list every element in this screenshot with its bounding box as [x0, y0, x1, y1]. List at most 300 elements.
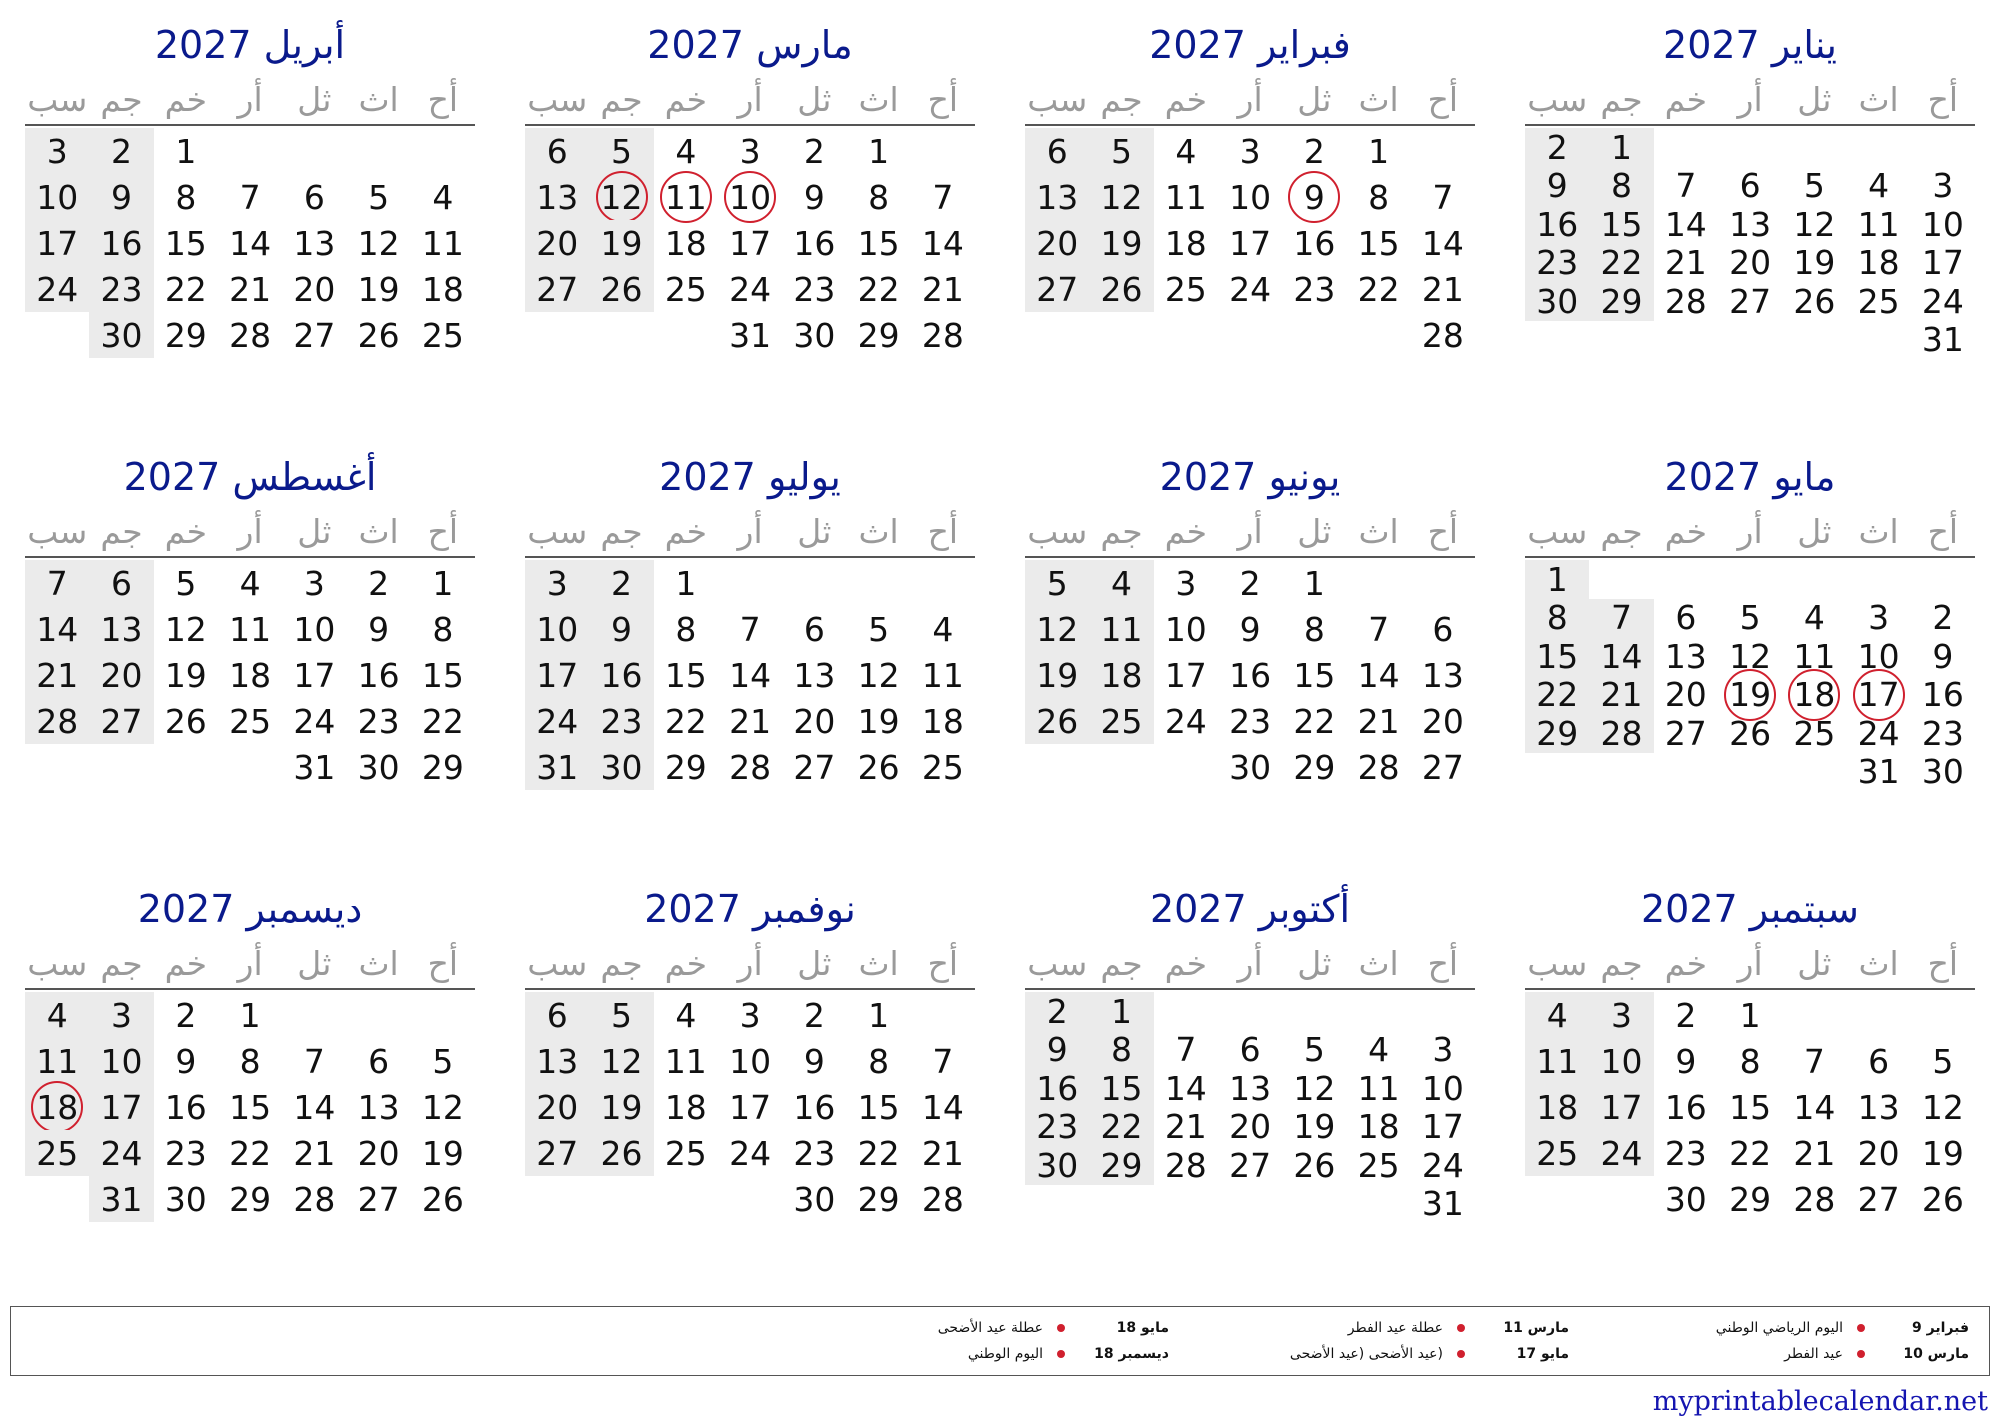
day-number: 5 [1739, 598, 1761, 638]
day-cell [718, 1130, 782, 1176]
day-number: 15 [1729, 1087, 1772, 1127]
empty-day-cell [1718, 128, 1782, 167]
week-row [525, 606, 975, 652]
week-row [25, 1084, 475, 1130]
day-number: 30 [1664, 1179, 1707, 1219]
day-cell [1025, 128, 1089, 174]
day-number: 14 [229, 223, 272, 263]
day-cell [1718, 167, 1782, 206]
day-cell [1025, 1108, 1089, 1147]
empty-day-cell [1846, 321, 1910, 360]
day-number: 14 [1793, 1087, 1836, 1127]
day-number: 28 [36, 701, 79, 741]
week-row [525, 992, 975, 1038]
day-number: 23 [1293, 269, 1336, 309]
day-number: 4 [1546, 995, 1568, 1035]
week-row [1525, 244, 1975, 283]
day-cell [1654, 676, 1718, 715]
day-cell [1411, 220, 1475, 266]
day-number: 11 [421, 223, 464, 263]
day-cell [654, 220, 718, 266]
day-number: 2 [111, 131, 133, 171]
day-number: 23 [1664, 1133, 1707, 1173]
day-number: 17 [36, 223, 79, 263]
day-number: 11 [36, 1041, 79, 1081]
day-cell [1282, 606, 1346, 652]
day-cell [1846, 282, 1910, 321]
day-number: 19 [1293, 1107, 1336, 1147]
week-row [1525, 128, 1975, 167]
day-number: 13 [1421, 655, 1464, 695]
weekday-label: خم [164, 944, 207, 983]
day-number: 12 [1100, 177, 1143, 217]
day-cell [411, 560, 475, 606]
day-cell [218, 560, 282, 606]
day-cell [89, 1084, 153, 1130]
day-cell [1089, 1108, 1153, 1147]
day-cell [154, 220, 218, 266]
day-cell [282, 174, 346, 220]
weekday-label: جم [1600, 512, 1643, 551]
day-number: 11 [229, 609, 272, 649]
day-number: 24 [1229, 269, 1272, 309]
weekday-label: خم [1664, 512, 1707, 551]
day-number: 28 [229, 315, 272, 355]
day-number: 15 [229, 1087, 272, 1127]
day-cell [411, 652, 475, 698]
day-cell [846, 128, 910, 174]
day-number: 21 [1793, 1133, 1836, 1173]
day-number: 16 [1229, 655, 1272, 695]
day-number: 31 [729, 315, 772, 355]
day-number: 22 [1536, 675, 1579, 715]
day-cell [282, 312, 346, 358]
day-number: 28 [1600, 713, 1643, 753]
day-cell [1654, 637, 1718, 676]
bullet-dot-icon [1057, 1324, 1065, 1332]
day-cell [154, 1084, 218, 1130]
week-row [1525, 992, 1975, 1038]
day-number: 20 [1229, 1107, 1272, 1147]
empty-day-cell [1589, 560, 1653, 599]
month-title: ديسمبر 2027 [137, 887, 363, 931]
day-cell [718, 174, 782, 220]
month-title: يناير 2027 [1663, 23, 1837, 67]
day-cell [1411, 652, 1475, 698]
empty-day-cell [1654, 560, 1718, 599]
day-number: 19 [600, 1087, 643, 1127]
day-cell [525, 174, 589, 220]
legend-item [1179, 1341, 1569, 1367]
day-number: 16 [164, 1087, 207, 1127]
day-cell [654, 698, 718, 744]
empty-day-cell [1218, 312, 1282, 358]
day-number: 25 [1100, 701, 1143, 741]
day-cell [911, 266, 975, 312]
day-number: 17 [729, 223, 772, 263]
legend-date: ديسمبر 18 [1094, 1346, 1169, 1362]
bullet-dot-icon [1857, 1324, 1865, 1332]
day-cell [846, 220, 910, 266]
day-number: 30 [793, 1179, 836, 1219]
empty-day-cell [1782, 560, 1846, 599]
day-cell [89, 1130, 153, 1176]
day-number: 15 [1293, 655, 1336, 695]
day-number: 2 [1303, 131, 1325, 171]
day-cell [25, 1038, 89, 1084]
day-number: 18 [421, 269, 464, 309]
empty-day-cell [1089, 1185, 1153, 1224]
day-number: 17 [1857, 675, 1900, 715]
weekday-label: خم [164, 80, 207, 119]
empty-day-cell [1911, 560, 1975, 599]
day-cell [154, 606, 218, 652]
weekday-label: أر [737, 512, 763, 551]
day-number: 8 [1303, 609, 1325, 649]
day-number: 8 [675, 609, 697, 649]
day-cell [154, 266, 218, 312]
day-number: 23 [164, 1133, 207, 1173]
day-number: 9 [1303, 177, 1325, 217]
day-number: 13 [100, 609, 143, 649]
day-cell [1846, 714, 1910, 753]
day-cell [718, 312, 782, 358]
day-cell [218, 174, 282, 220]
day-cell [1282, 1146, 1346, 1185]
empty-day-cell [718, 1176, 782, 1222]
day-number: 23 [100, 269, 143, 309]
empty-day-cell [1282, 992, 1346, 1031]
day-number: 16 [357, 655, 400, 695]
day-cell [1782, 1038, 1846, 1084]
day-cell [1154, 266, 1218, 312]
week-row [25, 312, 475, 358]
month-title: أبريل 2027 [154, 23, 346, 67]
empty-day-cell [654, 312, 718, 358]
day-number: 9 [803, 177, 825, 217]
day-cell [782, 744, 846, 790]
day-number: 2 [611, 563, 633, 603]
day-cell [218, 266, 282, 312]
day-number: 2 [803, 131, 825, 171]
weekday-label: ثل [297, 80, 332, 119]
empty-day-cell [1782, 321, 1846, 360]
day-cell [525, 220, 589, 266]
day-number: 4 [239, 563, 261, 603]
week-row [525, 220, 975, 266]
empty-day-cell [25, 744, 89, 790]
day-cell [911, 606, 975, 652]
month-days [1025, 992, 1475, 1223]
day-number: 22 [229, 1133, 272, 1173]
day-number: 25 [1164, 269, 1207, 309]
month-days [25, 560, 475, 790]
site-url[interactable]: myprintablecalendar.net [1652, 1386, 1988, 1417]
day-cell [411, 744, 475, 790]
day-cell [525, 128, 589, 174]
day-cell [1846, 753, 1910, 792]
day-cell [911, 698, 975, 744]
day-number: 16 [100, 223, 143, 263]
day-cell [1346, 1069, 1410, 1108]
day-cell [1282, 744, 1346, 790]
day-number: 11 [921, 655, 964, 695]
day-cell [1411, 698, 1475, 744]
day-cell [1782, 1130, 1846, 1176]
week-row [25, 698, 475, 744]
day-cell [346, 652, 410, 698]
day-number: 12 [600, 1041, 643, 1081]
day-cell [782, 1038, 846, 1084]
legend-holiday-name: اليوم الوطني [967, 1346, 1043, 1362]
day-cell [1782, 714, 1846, 753]
day-number: 30 [600, 747, 643, 787]
weekday-label: جم [600, 512, 643, 551]
week-row [525, 744, 975, 790]
day-cell [1025, 698, 1089, 744]
week-row [1025, 1185, 1475, 1224]
day-number: 30 [100, 315, 143, 355]
day-cell [654, 560, 718, 606]
day-number: 6 [1046, 131, 1068, 171]
day-cell [89, 606, 153, 652]
day-cell [1089, 266, 1153, 312]
month-title: يوليو 2027 [659, 455, 841, 499]
month-title: مارس 2027 [647, 23, 853, 67]
day-cell [718, 1038, 782, 1084]
day-cell [1154, 1108, 1218, 1147]
weekday-label: سب [1027, 512, 1088, 551]
day-number: 7 [303, 1041, 325, 1081]
day-number: 6 [1868, 1041, 1890, 1081]
day-cell [654, 652, 718, 698]
bullet-dot-icon [1457, 1350, 1465, 1358]
week-row [25, 1130, 475, 1176]
day-number: 10 [1229, 177, 1272, 217]
day-cell [1411, 312, 1475, 358]
day-number: 25 [664, 269, 707, 309]
day-number: 21 [36, 655, 79, 695]
day-cell [846, 698, 910, 744]
day-number: 7 [239, 177, 261, 217]
day-cell [1154, 174, 1218, 220]
day-number: 28 [293, 1179, 336, 1219]
day-cell [1525, 1130, 1589, 1176]
weekday-header [1525, 942, 1975, 990]
month-days [1025, 560, 1475, 790]
day-cell [1154, 220, 1218, 266]
day-number: 22 [664, 701, 707, 741]
day-number: 5 [1803, 166, 1825, 206]
empty-day-cell [1782, 753, 1846, 792]
day-number: 11 [664, 1041, 707, 1081]
day-cell [1654, 282, 1718, 321]
day-number: 7 [1175, 1030, 1197, 1070]
day-cell [1089, 652, 1153, 698]
day-number: 25 [1536, 1133, 1579, 1173]
day-cell [718, 992, 782, 1038]
weekday-label: ثل [1797, 944, 1832, 983]
day-number: 16 [1293, 223, 1336, 263]
empty-day-cell [1654, 128, 1718, 167]
weekday-label: خم [1164, 80, 1207, 119]
day-cell [1718, 1084, 1782, 1130]
day-number: 5 [432, 1041, 454, 1081]
holiday-circle-marker [660, 171, 712, 223]
day-cell [1346, 1108, 1410, 1147]
day-cell [1218, 560, 1282, 606]
empty-day-cell [1154, 744, 1218, 790]
week-row [525, 560, 975, 606]
day-cell [589, 1038, 653, 1084]
day-cell [1911, 1130, 1975, 1176]
day-cell [1346, 220, 1410, 266]
day-cell [1089, 560, 1153, 606]
day-number: 1 [1303, 563, 1325, 603]
day-number: 28 [921, 315, 964, 355]
day-cell [1154, 652, 1218, 698]
day-cell [1782, 676, 1846, 715]
day-number: 23 [357, 701, 400, 741]
day-number: 31 [1921, 320, 1964, 360]
day-cell [411, 698, 475, 744]
day-cell [1846, 167, 1910, 206]
day-cell [1911, 205, 1975, 244]
day-cell [1025, 1031, 1089, 1070]
day-number: 12 [1293, 1068, 1336, 1108]
empty-day-cell [1846, 992, 1910, 1038]
day-cell [1525, 167, 1589, 206]
day-number: 20 [293, 269, 336, 309]
day-number: 26 [600, 1133, 643, 1173]
day-number: 8 [1368, 177, 1390, 217]
day-cell [25, 698, 89, 744]
day-cell [911, 652, 975, 698]
day-cell [282, 698, 346, 744]
empty-day-cell [1089, 312, 1153, 358]
legend-date: مايو 17 [1516, 1346, 1569, 1362]
empty-day-cell [1589, 321, 1653, 360]
day-number: 14 [293, 1087, 336, 1127]
day-number: 22 [857, 1133, 900, 1173]
day-cell [346, 560, 410, 606]
day-cell [25, 992, 89, 1038]
day-cell [525, 698, 589, 744]
day-cell [718, 606, 782, 652]
day-cell [782, 698, 846, 744]
month-days [525, 992, 975, 1222]
day-cell [346, 220, 410, 266]
day-number: 14 [921, 1087, 964, 1127]
day-number: 27 [536, 1133, 579, 1173]
legend-column [779, 1315, 1169, 1367]
day-cell [1718, 714, 1782, 753]
day-cell [25, 174, 89, 220]
day-number: 23 [1036, 1107, 1079, 1147]
day-cell [1911, 637, 1975, 676]
day-number: 15 [857, 223, 900, 263]
legend-item [779, 1341, 1169, 1367]
day-number: 24 [293, 701, 336, 741]
day-number: 16 [1036, 1068, 1079, 1108]
day-cell [218, 606, 282, 652]
day-number: 20 [1036, 223, 1079, 263]
day-number: 26 [1293, 1145, 1336, 1185]
day-cell [1525, 282, 1589, 321]
day-number: 19 [1036, 655, 1079, 695]
weekday-label: أر [737, 944, 763, 983]
day-number: 13 [1857, 1087, 1900, 1127]
day-cell [589, 266, 653, 312]
day-number: 18 [1793, 675, 1836, 715]
day-cell [1654, 1038, 1718, 1084]
weekday-label: اث [1858, 944, 1899, 983]
day-number: 7 [932, 1041, 954, 1081]
day-cell [589, 744, 653, 790]
day-cell [1218, 1146, 1282, 1185]
day-number: 9 [611, 609, 633, 649]
day-cell [1154, 1069, 1218, 1108]
day-number: 16 [1536, 204, 1579, 244]
day-cell [1589, 714, 1653, 753]
week-row [1025, 1146, 1475, 1185]
day-cell [1846, 1038, 1910, 1084]
day-cell [911, 1038, 975, 1084]
weekday-header [25, 510, 475, 558]
day-cell [1282, 652, 1346, 698]
day-cell [1089, 1146, 1153, 1185]
day-cell [1718, 676, 1782, 715]
day-cell [1346, 698, 1410, 744]
day-number: 9 [1239, 609, 1261, 649]
day-number: 26 [1100, 269, 1143, 309]
day-cell [718, 698, 782, 744]
day-cell [282, 606, 346, 652]
day-cell [1218, 220, 1282, 266]
day-number: 12 [600, 177, 643, 217]
day-number: 21 [921, 269, 964, 309]
empty-day-cell [1782, 128, 1846, 167]
week-row [1525, 714, 1975, 753]
day-number: 11 [1164, 177, 1207, 217]
day-number: 2 [1675, 995, 1697, 1035]
day-number: 5 [1303, 1030, 1325, 1070]
week-row [525, 1038, 975, 1084]
day-cell [1218, 606, 1282, 652]
day-number: 29 [1293, 747, 1336, 787]
day-number: 30 [793, 315, 836, 355]
day-number: 6 [303, 177, 325, 217]
day-cell [346, 312, 410, 358]
weekday-label: جم [100, 80, 143, 119]
day-number: 8 [1546, 598, 1568, 638]
day-cell [89, 174, 153, 220]
month-days [25, 992, 475, 1222]
day-number: 26 [1793, 281, 1836, 321]
weekday-header [525, 78, 975, 126]
day-cell [1589, 1038, 1653, 1084]
day-number: 6 [1239, 1030, 1261, 1070]
week-row [1525, 1130, 1975, 1176]
day-cell [654, 606, 718, 652]
day-number: 1 [239, 995, 261, 1035]
month-title: أكتوبر 2027 [1149, 887, 1351, 931]
week-row [25, 220, 475, 266]
day-number: 10 [100, 1041, 143, 1081]
day-cell [782, 652, 846, 698]
day-number: 8 [1739, 1041, 1761, 1081]
day-cell [1282, 266, 1346, 312]
